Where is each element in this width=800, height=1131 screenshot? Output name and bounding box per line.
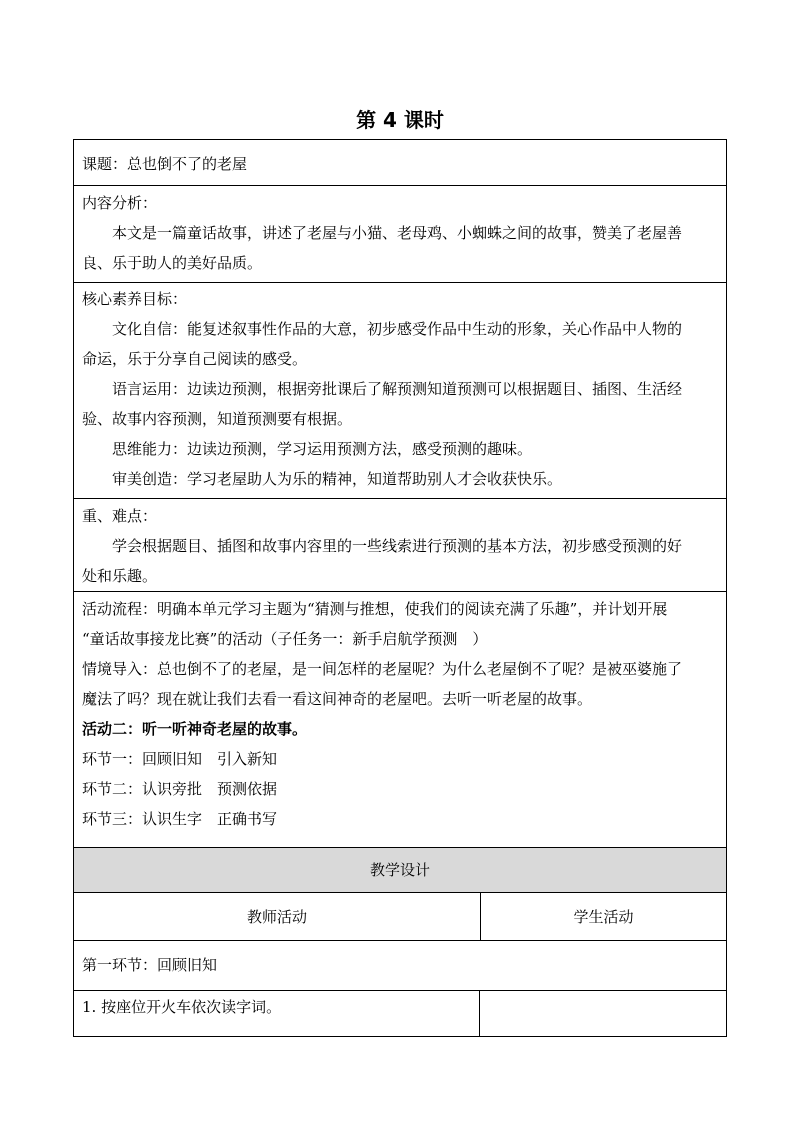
core-line: 审美创造：学习老屋助人为乐的精神，知道帮助别人才会收获快乐。 <box>112 470 563 488</box>
activity-bold-line: 活动二：听一听神奇老屋的故事。 <box>82 720 308 738</box>
student-activity-header: 学生活动 <box>573 908 634 926</box>
key-heading: 重、难点： <box>82 507 158 525</box>
activity-line: 魔法了吗？现在就让我们去看一看这间神奇的老屋吧。去听一听老屋的故事。 <box>82 690 593 708</box>
activity-step: 环节二：认识旁批 预测依据 <box>82 780 278 798</box>
content-line: 良、乐于助人的美好品质。 <box>82 254 263 272</box>
step-row <box>74 941 726 991</box>
core-line: 语言运用：边读边预测，根据旁批课后了解预测知道预测可以根据题目、插图、生活经 <box>112 380 683 398</box>
teacher-activity-header: 教师活动 <box>74 893 481 940</box>
key-line: 学会根据题目、插图和故事内容里的一些线索进行预测的基本方法，初步感受预测的好 <box>112 537 683 555</box>
core-line: 思维能力：边读边预测，学习运用预测方法，感受预测的趣味。 <box>112 440 533 458</box>
activity-row <box>74 592 726 848</box>
content-line: 本文是一篇童话故事，讲述了老屋与小猫、老母鸡、小蜘蛛之间的故事，赞美了老屋善 <box>112 224 683 242</box>
key-line: 处和乐趣。 <box>82 567 158 585</box>
student-task-cell <box>480 991 726 1036</box>
step-title: 第一环节：回顾旧知 <box>82 956 218 974</box>
core-line: 命运，乐于分享自己阅读的感受。 <box>82 350 308 368</box>
activity-line: 情境导入：总也倒不了的老屋，是一间怎样的老屋呢？为什么老屋倒不了呢？是被巫婆施了 <box>82 660 683 678</box>
content-heading: 内容分析： <box>82 194 158 212</box>
teacher-task: 1. 按座位开火车依次读字词。 <box>74 991 480 1036</box>
content-analysis-row <box>74 186 726 283</box>
column-headers <box>74 893 726 941</box>
page-title: 第 4 课时 <box>356 108 444 132</box>
lesson-table <box>73 139 727 1037</box>
design-header: 教学设计 <box>74 848 726 893</box>
topic-text: 课题：总也倒不了的老屋 <box>82 155 248 173</box>
task-row <box>74 991 726 1036</box>
activity-step: 环节一：回顾旧知 引入新知 <box>82 750 278 768</box>
activity-line: “童话故事接龙比赛”的活动（子任务一：新手启航学预测 ） <box>82 630 488 648</box>
key-points-row <box>74 499 726 592</box>
topic-row <box>74 140 726 186</box>
core-goals-row <box>74 283 726 499</box>
core-line: 验、故事内容预测，知道预测要有根据。 <box>82 410 353 428</box>
core-heading: 核心素养目标： <box>82 290 188 308</box>
core-line: 文化自信：能复述叙事性作品的大意，初步感受作品中生动的形象，关心作品中人物的 <box>112 320 683 338</box>
activity-step: 环节三：认识生字 正确书写 <box>82 810 278 828</box>
activity-line: 活动流程：明确本单元学习主题为“猜测与推想，使我们的阅读充满了乐趣”，并计划开展 <box>82 600 668 618</box>
